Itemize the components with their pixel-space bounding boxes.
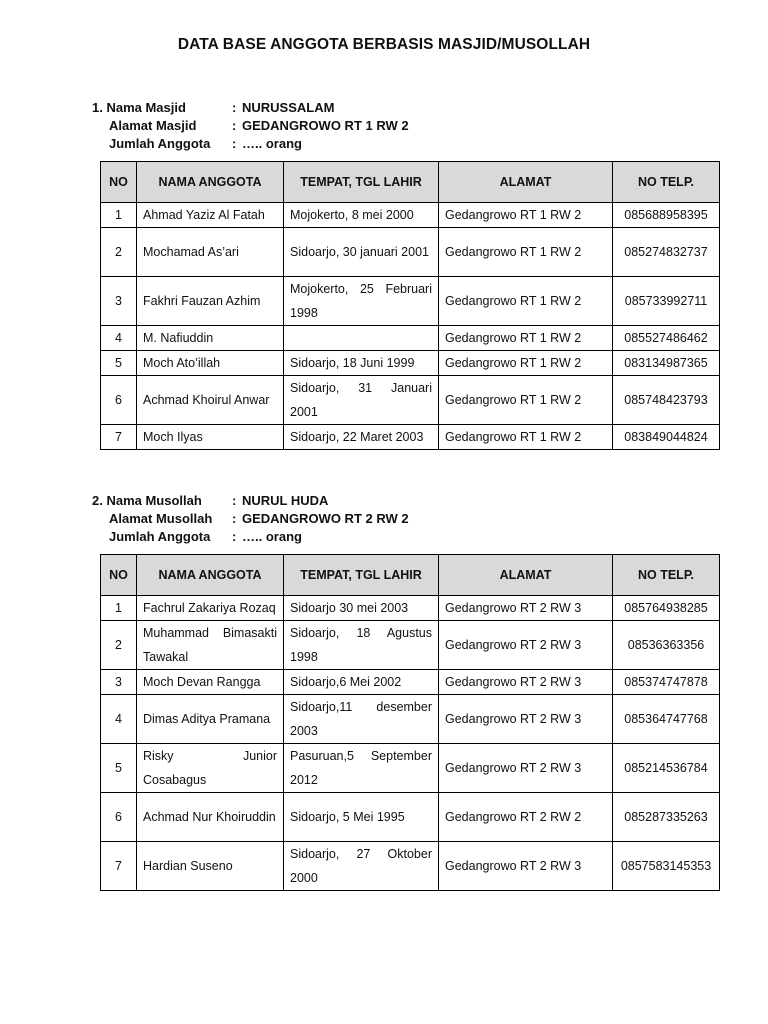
field-label: 1. Nama Masjid: [92, 100, 186, 115]
members-table-masjid: [100, 161, 720, 450]
table-row: [101, 351, 720, 376]
table-row: [101, 842, 720, 891]
cell-alamat: Gedangrowo RT 2 RW 2: [439, 793, 613, 842]
table-row: [101, 695, 720, 744]
cell-nama: Moch Ilyas: [137, 425, 284, 450]
cell-tgl-lahir: Mojokerto, 25 Februari 1998: [284, 277, 439, 326]
cell-tgl-lahir: Sidoarjo, 18 Agustus 1998: [284, 621, 439, 670]
cell-alamat: Gedangrowo RT 2 RW 3: [439, 695, 613, 744]
field-value: GEDANGROWO RT 1 RW 2: [242, 118, 409, 133]
cell-alamat: Gedangrowo RT 2 RW 3: [439, 744, 613, 793]
field-separator: :: [232, 493, 237, 508]
cell-tgl-lahir: Sidoarjo, 31 Januari 2001: [284, 376, 439, 425]
column-header-alamat: ALAMAT: [439, 162, 613, 203]
field-alamat-masjid: [92, 117, 409, 135]
cell-alamat: Gedangrowo RT 1 RW 2: [439, 351, 613, 376]
cell-no: 5: [101, 351, 137, 376]
column-header-nama: NAMA ANGGOTA: [137, 555, 284, 596]
column-header-alamat: ALAMAT: [439, 555, 613, 596]
field-label: Alamat Masjid: [109, 118, 197, 133]
cell-no: 5: [101, 744, 137, 793]
cell-nama: M. Nafiuddin: [137, 326, 284, 351]
cell-nama: Moch Devan Rangga: [137, 670, 284, 695]
cell-nama: Achmad Khoirul Anwar: [137, 376, 284, 425]
cell-no: 6: [101, 793, 137, 842]
cell-tgl-lahir: Sidoarjo, 22 Maret 2003: [284, 425, 439, 450]
table-header-row: [101, 162, 720, 203]
cell-alamat: Gedangrowo RT 2 RW 3: [439, 842, 613, 891]
cell-tgl-lahir: Sidoarjo, 27 Oktober 2000: [284, 842, 439, 891]
column-header-tgl-lahir: TEMPAT, TGL LAHIR: [284, 162, 439, 203]
column-header-telp: NO TELP.: [613, 162, 720, 203]
column-header-no: NO: [101, 162, 137, 203]
cell-alamat: Gedangrowo RT 1 RW 2: [439, 376, 613, 425]
column-header-tgl-lahir: TEMPAT, TGL LAHIR: [284, 555, 439, 596]
table-row: [101, 203, 720, 228]
cell-alamat: Gedangrowo RT 1 RW 2: [439, 326, 613, 351]
cell-telp: 083134987365: [613, 351, 720, 376]
page-title: DATA BASE ANGGOTA BERBASIS MASJID/MUSOLLAH: [177, 36, 591, 53]
table-row: [101, 596, 720, 621]
field-value: NURUL HUDA: [242, 493, 329, 508]
field-value: ….. orang: [242, 136, 302, 151]
column-header-nama: NAMA ANGGOTA: [137, 162, 284, 203]
cell-telp: 085364747768: [613, 695, 720, 744]
cell-alamat: Gedangrowo RT 1 RW 2: [439, 277, 613, 326]
cell-no: 4: [101, 326, 137, 351]
section2-info: [92, 492, 409, 546]
cell-no: 6: [101, 376, 137, 425]
table-row: [101, 670, 720, 695]
table-header-row: [101, 555, 720, 596]
cell-tgl-lahir: Sidoarjo, 30 januari 2001: [284, 228, 439, 277]
cell-alamat: Gedangrowo RT 2 RW 3: [439, 670, 613, 695]
cell-nama: Fachrul Zakariya Rozaq: [137, 596, 284, 621]
cell-nama: Ahmad Yaziz Al Fatah: [137, 203, 284, 228]
field-separator: :: [232, 529, 237, 544]
cell-no: 1: [101, 203, 137, 228]
field-label: Alamat Musollah: [109, 511, 213, 526]
cell-tgl-lahir: Pasuruan,5 September 2012: [284, 744, 439, 793]
cell-tgl-lahir: Sidoarjo, 18 Juni 1999: [284, 351, 439, 376]
cell-tgl-lahir: Sidoarjo,6 Mei 2002: [284, 670, 439, 695]
cell-no: 7: [101, 842, 137, 891]
table-row: [101, 228, 720, 277]
cell-alamat: Gedangrowo RT 1 RW 2: [439, 228, 613, 277]
column-header-telp: NO TELP.: [613, 555, 720, 596]
cell-telp: 085527486462: [613, 326, 720, 351]
table-row: [101, 425, 720, 450]
cell-telp: 085374747878: [613, 670, 720, 695]
field-value: GEDANGROWO RT 2 RW 2: [242, 511, 409, 526]
field-nama-masjid: [92, 99, 409, 117]
cell-alamat: Gedangrowo RT 1 RW 2: [439, 425, 613, 450]
table-row: [101, 277, 720, 326]
cell-telp: 085274832737: [613, 228, 720, 277]
field-nama-musollah: [92, 492, 409, 510]
cell-no: 3: [101, 670, 137, 695]
cell-no: 2: [101, 228, 137, 277]
cell-telp: 085764938285: [613, 596, 720, 621]
cell-tgl-lahir: Mojokerto, 8 mei 2000: [284, 203, 439, 228]
column-header-no: NO: [101, 555, 137, 596]
cell-no: 4: [101, 695, 137, 744]
field-value: NURUSSALAM: [242, 100, 335, 115]
cell-telp: 085688958395: [613, 203, 720, 228]
field-separator: :: [232, 511, 237, 526]
field-jumlah-anggota: [92, 528, 409, 546]
table-row: [101, 326, 720, 351]
cell-tgl-lahir: Sidoarjo,11 desember 2003: [284, 695, 439, 744]
field-separator: :: [232, 118, 237, 133]
table-row: [101, 744, 720, 793]
cell-nama: Dimas Aditya Pramana: [137, 695, 284, 744]
cell-nama: Mochamad As’ari: [137, 228, 284, 277]
table-row: [101, 376, 720, 425]
field-separator: :: [232, 100, 237, 115]
cell-nama: Risky Junior Cosabagus: [137, 744, 284, 793]
cell-tgl-lahir: Sidoarjo, 5 Mei 1995: [284, 793, 439, 842]
field-label: Jumlah Anggota: [109, 529, 211, 544]
field-label: 2. Nama Musollah: [92, 493, 202, 508]
field-alamat-musollah: [92, 510, 409, 528]
table-row: [101, 621, 720, 670]
cell-telp: 085287335263: [613, 793, 720, 842]
cell-nama: Achmad Nur Khoiruddin: [137, 793, 284, 842]
cell-nama: Hardian Suseno: [137, 842, 284, 891]
cell-telp: 085748423793: [613, 376, 720, 425]
field-value: ….. orang: [242, 529, 302, 544]
members-table-musollah: [100, 554, 720, 891]
cell-nama: Moch Ato’illah: [137, 351, 284, 376]
cell-tgl-lahir: Sidoarjo 30 mei 2003: [284, 596, 439, 621]
cell-telp: 085214536784: [613, 744, 720, 793]
cell-no: 3: [101, 277, 137, 326]
cell-alamat: Gedangrowo RT 2 RW 3: [439, 621, 613, 670]
cell-no: 7: [101, 425, 137, 450]
cell-alamat: Gedangrowo RT 1 RW 2: [439, 203, 613, 228]
field-separator: :: [232, 136, 237, 151]
cell-no: 1: [101, 596, 137, 621]
cell-telp: 0857583145353: [613, 842, 720, 891]
cell-telp: 083849044824: [613, 425, 720, 450]
cell-nama: Fakhri Fauzan Azhim: [137, 277, 284, 326]
cell-alamat: Gedangrowo RT 2 RW 3: [439, 596, 613, 621]
field-label: Jumlah Anggota: [109, 136, 211, 151]
cell-telp: 085733992711: [613, 277, 720, 326]
cell-telp: 08536363356: [613, 621, 720, 670]
field-jumlah-anggota: [92, 135, 409, 153]
cell-nama: Muhammad Bimasakti Tawakal: [137, 621, 284, 670]
cell-no: 2: [101, 621, 137, 670]
section1-info: [92, 99, 409, 153]
table-row: [101, 793, 720, 842]
cell-tgl-lahir: [284, 326, 439, 351]
